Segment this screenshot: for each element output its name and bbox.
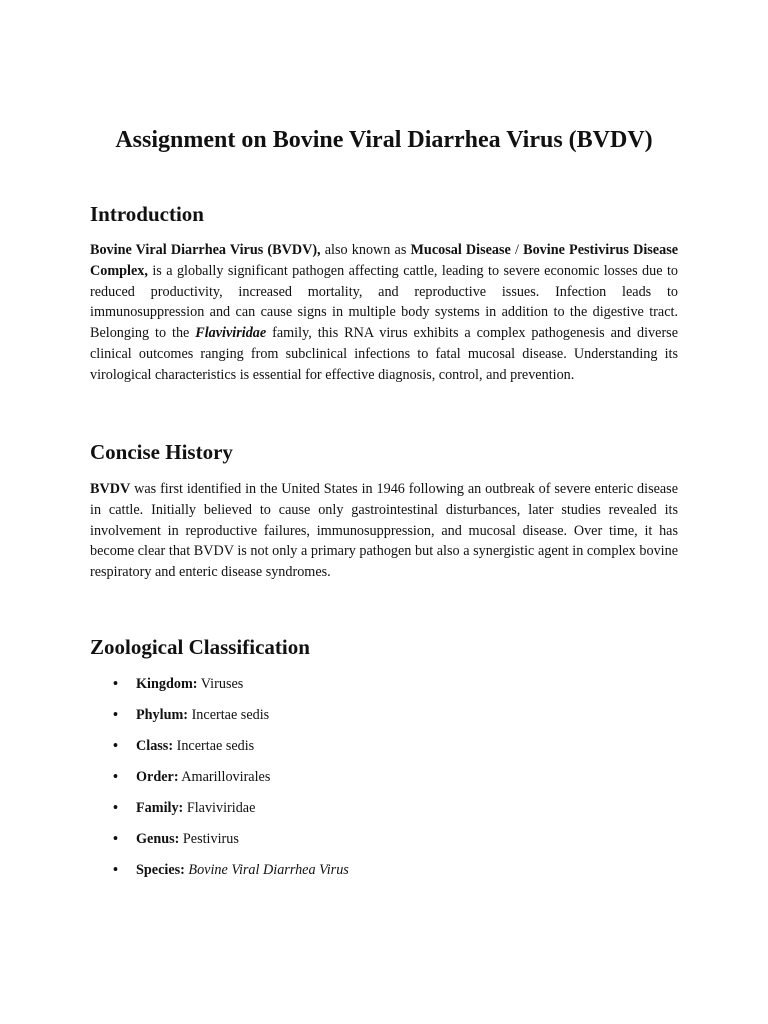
bullet-icon: • [113,676,118,692]
list-item-kingdom [0,674,349,705]
bullet-icon: • [113,738,118,754]
history-heading: Concise History [90,440,233,464]
class-label: Class: [136,738,174,754]
mucosal-disease-bold: Mucosal Disease [410,242,511,258]
family-value: Flaviviridae [183,800,256,816]
kingdom-label: Kingdom: [136,676,198,692]
genus-label: Genus: [136,831,180,847]
order-value: Amarillovirales [178,769,271,785]
intro-text-3: family, this RNA virus exhibits a complex pathogenesis and diverse clinical outcomes ranging from subclinical infections to fatal mucosal disease. Understanding its virological characteristics is essential for effective diagnosis, control, and prevention. [90,325,678,383]
list-item-species [0,860,349,891]
bullet-icon: • [113,862,118,878]
list-item-family [0,798,349,829]
bullet-icon: • [113,831,118,847]
kingdom-value: Viruses [197,676,244,692]
species-value: Bovine Viral Diarrhea Virus [184,862,349,878]
genus-value: Pestivirus [179,831,239,847]
introduction-paragraph [90,240,678,386]
species-label: Species: [136,862,185,878]
phylum-value: Incertae sedis [188,707,270,723]
phylum-label: Phylum: [136,707,189,723]
bullet-icon: • [113,769,118,785]
intro-text-1: also known as [320,242,411,258]
virus-name-bold: Bovine Viral Diarrhea Virus (BVDV), [90,242,321,258]
list-item-phylum [0,705,349,736]
intro-slash: / [510,242,524,258]
list-item-genus [0,829,349,860]
classification-heading: Zoological Classification [90,635,310,659]
list-item-class [0,736,349,767]
order-label: Order: [136,769,179,785]
classification-list [0,674,349,891]
bvdv-bold: BVDV [90,481,131,497]
class-value: Incertae sedis [173,738,255,754]
introduction-heading: Introduction [90,202,204,226]
list-item-order [0,767,349,798]
history-text: was first identified in the United States in 1946 following an outbreak of severe enteric disease in cattle. Initially believed to cause only gastrointestinal disturbances, later studies revealed its involvement in reproductive failures, immunosuppression, and mucosal disease. Over time, it has become clear that BVDV is not only a primary pathogen but also a synergistic agent in complex bovine respiratory and enteric disease syndromes. [90,481,678,581]
family-name-italic: Flaviviridae [195,325,267,342]
disease-complex-bold: Bovine Pestivirus Disease Complex, [90,242,679,279]
family-label: Family: [136,800,184,816]
bullet-icon: • [113,800,118,816]
bullet-icon: • [113,707,118,723]
intro-text-2: is a globally significant pathogen affecting cattle, leading to severe economic losses due to reduced productivity, increased mortality, and reproductive issues. Infection leads to immunosuppression and can cause signs in multiple body systems in addition to the digestive tract. Belonging to the [90,262,678,342]
document-title: Assignment on Bovine Viral Diarrhea Virus (BVDV) [115,127,653,153]
history-paragraph [90,479,678,583]
